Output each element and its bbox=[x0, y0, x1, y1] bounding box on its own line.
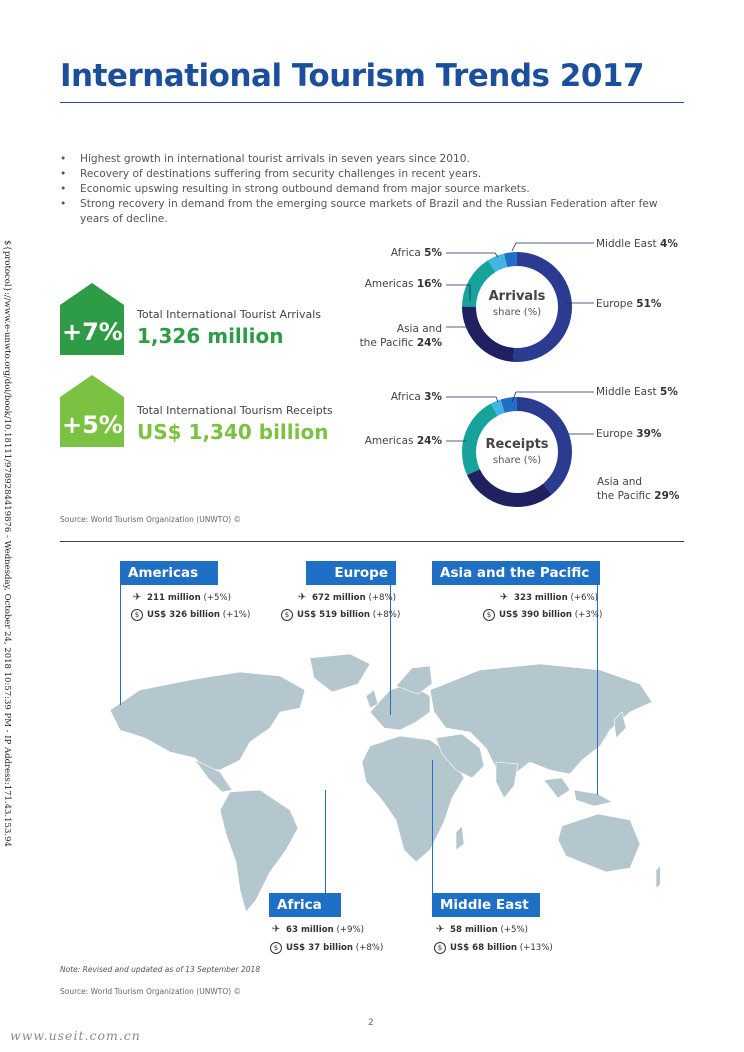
dollar-coin-icon: $ bbox=[483, 609, 495, 621]
dollar-coin-icon: $ bbox=[281, 609, 293, 621]
highlight-text: Economic upswing resulting in strong outbound demand from major source markets. bbox=[80, 183, 530, 195]
arrivals-middle-east-label: Middle East 4% bbox=[596, 238, 678, 250]
americas-receipts: $ US$ 326 billion (+1%) bbox=[131, 607, 250, 623]
receipts-asia-label: Asia and the Pacific 29% bbox=[597, 476, 680, 502]
receipts-europe-label: Europe 39% bbox=[596, 428, 662, 440]
europe-arrivals: ✈ 672 million (+8%) bbox=[296, 590, 396, 606]
page-number: 2 bbox=[368, 1018, 374, 1028]
africa-receipts: $ US$ 37 billion (+8%) bbox=[270, 940, 383, 956]
revision-note: Note: Revised and updated as of 13 September 2018 bbox=[60, 965, 261, 974]
traveler-icon: ✈ bbox=[297, 592, 307, 603]
page-title: International Tourism Trends 2017 bbox=[60, 58, 645, 94]
middle-east-arrivals: ✈ 58 million (+5%) bbox=[434, 922, 528, 938]
highlight-item bbox=[60, 182, 690, 197]
africa-arrivals: ✈ 63 million (+9%) bbox=[270, 922, 364, 938]
traveler-icon: ✈ bbox=[132, 592, 142, 603]
access-sidebar bbox=[0, 240, 14, 847]
middle-east-receipts: $ US$ 68 billion (+13%) bbox=[434, 940, 553, 956]
region-box-americas: Americas bbox=[120, 561, 218, 585]
asia-arrivals: ✈ 323 million (+6%) bbox=[498, 590, 598, 606]
americas-arrivals: ✈ 211 million (+5%) bbox=[131, 590, 231, 606]
highlight-text: Strong recovery in demand from the emerging source markets of Brazil and the Russian Federation after few years of decline. bbox=[80, 198, 658, 225]
watermark: www.useit.com.cn bbox=[10, 1028, 141, 1043]
receipts-donut-subtitle: share (%) bbox=[492, 455, 542, 466]
middle-east-pointer-line bbox=[432, 760, 433, 893]
world-map bbox=[100, 650, 660, 940]
receipts-growth-pct: +5% bbox=[62, 411, 123, 439]
region-box-africa: Africa bbox=[269, 893, 341, 917]
receipts-americas-label: Americas 24% bbox=[364, 435, 442, 447]
arrivals-africa-label: Africa 5% bbox=[390, 247, 442, 259]
bullet-marker: • bbox=[60, 168, 67, 180]
arrivals-donut-title: Arrivals bbox=[488, 289, 546, 304]
region-box-middle-east: Middle East bbox=[432, 893, 540, 917]
arrivals-label: Total International Tourist Arrivals bbox=[137, 308, 322, 321]
source-note-bottom: Source: World Tourism Organization (UNWTO) © bbox=[60, 987, 242, 996]
highlights-list bbox=[60, 152, 690, 227]
receipts-leader-lines bbox=[440, 380, 600, 500]
arrivals-donut-subtitle: share (%) bbox=[492, 307, 542, 318]
bullet-marker: • bbox=[60, 153, 67, 165]
title-divider bbox=[60, 102, 684, 103]
americas-pointer-line bbox=[120, 585, 121, 705]
highlight-text: Highest growth in international tourist arrivals in seven years since 2010. bbox=[80, 153, 470, 165]
arrivals-leader-lines bbox=[440, 235, 600, 355]
bullet-marker: • bbox=[60, 198, 67, 210]
receipts-value: US$ 1,340 billion bbox=[137, 420, 329, 444]
receipts-donut-title: Receipts bbox=[485, 437, 549, 452]
arrivals-europe-label: Europe 51% bbox=[596, 298, 662, 310]
receipts-label: Total International Tourism Receipts bbox=[137, 404, 333, 417]
receipts-middle-east-label: Middle East 5% bbox=[596, 386, 678, 398]
source-note-top: Source: World Tourism Organization (UNWTO) © bbox=[60, 515, 242, 524]
highlight-text: Recovery of destinations suffering from security challenges in recent years. bbox=[80, 168, 482, 180]
arrivals-asia-label: Asia and the Pacific 24% bbox=[359, 323, 442, 349]
traveler-icon: ✈ bbox=[499, 592, 509, 603]
region-box-asia: Asia and the Pacific bbox=[432, 561, 600, 585]
highlight-item bbox=[60, 197, 690, 227]
asia-receipts: $ US$ 390 billion (+3%) bbox=[483, 607, 602, 623]
bullet-marker: • bbox=[60, 183, 67, 195]
traveler-icon: ✈ bbox=[271, 924, 281, 935]
traveler-icon: ✈ bbox=[435, 924, 445, 935]
section-divider bbox=[60, 541, 684, 542]
receipts-africa-label: Africa 3% bbox=[390, 391, 442, 403]
dollar-coin-icon: $ bbox=[131, 609, 143, 621]
arrivals-americas-label: Americas 16% bbox=[364, 278, 442, 290]
highlight-item bbox=[60, 167, 690, 182]
arrivals-value: 1,326 million bbox=[137, 324, 284, 348]
highlight-item bbox=[60, 152, 690, 167]
europe-receipts: $ US$ 519 billion (+8%) bbox=[281, 607, 400, 623]
region-box-europe: Europe bbox=[306, 561, 396, 585]
access-info-text: ${protocol}://www.e-unwto.org/doi/book/10.18111/9789284419876 - Wednesday, October 24, 2018 10:57:39 PM - IP Address:171.43.153.94 bbox=[2, 240, 12, 847]
dollar-coin-icon: $ bbox=[270, 942, 282, 954]
arrivals-growth-pct: +7% bbox=[62, 318, 123, 346]
dollar-coin-icon: $ bbox=[434, 942, 446, 954]
africa-pointer-line bbox=[325, 790, 326, 893]
